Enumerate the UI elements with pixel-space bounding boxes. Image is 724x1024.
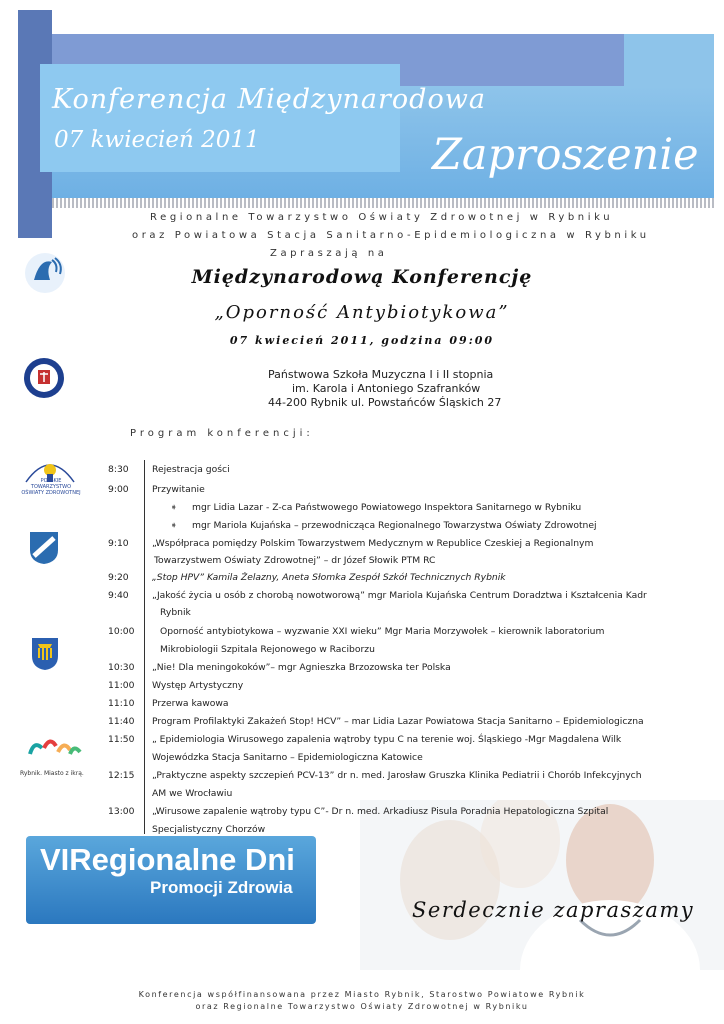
program-time: 9:00 xyxy=(108,484,129,495)
conference-title: Konferencja Międzynarodowa xyxy=(52,84,486,115)
program-subitem: mgr Lidia Lazar - Z-ca Państwowego Powiatowego Inspektora Sanitarnego w Rybniku xyxy=(192,502,582,513)
program-row xyxy=(0,770,724,786)
venue-line-3: 44-200 Rybnik ul. Powstańców Śląskich 27 xyxy=(268,396,502,409)
venue-line-1: Państwowa Szkoła Muzyczna I i II stopnia xyxy=(268,368,494,381)
program-time: 10:00 xyxy=(108,626,135,637)
organizer-line-2: oraz Powiatowa Stacja Sanitarno-Epidemiologiczna w Rybniku xyxy=(132,230,650,241)
program-row xyxy=(0,662,724,678)
rybnik-logo-caption: Rybnik. Miasto z ikrą. xyxy=(20,770,84,777)
program-item-continuation: Towarzystwem Oświaty Zdrowotnej” – dr Józef Słowik PTM RC xyxy=(154,555,436,566)
closing-invitation: Serdecznie zapraszamy xyxy=(412,898,695,922)
header-title-box xyxy=(40,64,400,172)
program-item: „Nie! Dla meningokoków”– mgr Agnieszka Brzozowska ter Polska xyxy=(152,662,451,673)
program-row-continuation xyxy=(0,607,724,623)
program-heading: Program konferencji: xyxy=(130,428,314,439)
program-time: 8:30 xyxy=(108,464,129,475)
organizer-line-3: Zapraszają na xyxy=(270,248,388,259)
event-date-time: 07 kwiecień 2011, godzina 09:00 xyxy=(229,334,495,347)
event-title: Międzynarodową Konferencję xyxy=(191,266,533,288)
program-time: 11:00 xyxy=(108,680,135,691)
program-item-continuation: Wojewódzka Stacja Sanitarno – Epidemiologiczna Katowice xyxy=(152,752,423,763)
program-row xyxy=(0,572,724,588)
program-row xyxy=(0,716,724,732)
program-row xyxy=(0,698,724,714)
program-row-continuation xyxy=(0,752,724,768)
program-item: „Wirusowe zapalenie wątroby typu C”- Dr n. med. Arkadiusz Pisula Poradnia Hepatologiczna Szpital xyxy=(152,806,609,817)
program-item: „Współpraca pomiędzy Polskim Towarzystwem Medycznym w Republice Czeskiej a Regionalnym xyxy=(152,538,594,549)
bullet-icon: ➧ xyxy=(170,502,178,513)
program-time: 9:40 xyxy=(108,590,129,601)
program-subitem-row xyxy=(0,520,724,536)
health-days-banner-title: VIRegionalne Dni xyxy=(40,842,295,877)
program-item: Przywitanie xyxy=(152,484,205,495)
conference-date: 07 kwiecień 2011 xyxy=(54,127,260,153)
program-row-continuation xyxy=(0,788,724,804)
program-item-continuation: AM we Wrocławiu xyxy=(152,788,233,799)
program-item: Oporność antybiotykowa – wyzwanie XXI wieku” Mgr Maria Morzywołek – kierownik laboratorium xyxy=(160,626,605,637)
program-item: Przerwa kawowa xyxy=(152,698,229,709)
program-item: Rejestracja gości xyxy=(152,464,230,475)
footer-line-1: Konferencja współfinansowana przez Miasto Rybnik, Starostwo Powiatowe Rybnik xyxy=(138,990,586,999)
program-item: Program Profilaktyki Zakażeń Stop! HCV” – mar Lidia Lazar Powiatowa Stacja Sanitarno – Epidemiologiczna xyxy=(152,716,644,727)
rtoz-logo xyxy=(22,250,68,296)
program-item-continuation: Specjalistyczny Chorzów xyxy=(152,824,266,835)
program-subitem-row xyxy=(0,502,724,518)
program-item-continuation: Rybnik xyxy=(160,607,191,618)
program-row xyxy=(0,680,724,696)
invitation-heading: Zaproszenie xyxy=(432,130,699,180)
program-row xyxy=(0,806,724,822)
program-subitem: mgr Mariola Kujańska – przewodnicząca Regionalnego Towarzystwa Oświaty Zdrowotnej xyxy=(192,520,597,531)
venue-line-2: im. Karola i Antoniego Szafranków xyxy=(292,382,481,395)
program-time: 13:00 xyxy=(108,806,135,817)
header-dotted-divider xyxy=(52,198,714,208)
program-time: 11:10 xyxy=(108,698,135,709)
program-row xyxy=(0,734,724,750)
sanepid-logo xyxy=(22,356,66,400)
program-item: „Praktyczne aspekty szczepień PCV-13” dr n. med. Jarosław Gruszka Klinika Pediatrii i Chorób Infekcyjnych xyxy=(152,770,642,781)
program-item: „Jakość życia u osób z chorobą nowotworową” mgr Mariola Kujańska Centrum Doradztwa i Kształcenia Kadr xyxy=(152,590,647,601)
header-right-band xyxy=(624,34,714,86)
program-item: Występ Artystyczny xyxy=(152,680,244,691)
program-item: „ Epidemiologia Wirusowego zapalenia wątroby typu C na terenie woj. Śląskiego -Mgr Magdalena Wilk xyxy=(152,734,622,745)
program-row xyxy=(0,538,724,554)
program-row xyxy=(0,590,724,606)
program-time: 12:15 xyxy=(108,770,135,781)
program-row xyxy=(0,484,724,500)
program-row-continuation xyxy=(0,644,724,660)
program-time: 11:40 xyxy=(108,716,135,727)
program-row xyxy=(0,626,724,642)
program-item-continuation: Mikrobiologii Szpitala Rejonowego w Raciborzu xyxy=(160,644,375,655)
bullet-icon: ➧ xyxy=(170,520,178,531)
health-days-banner-subtitle: Promocji Zdrowia xyxy=(150,878,293,897)
program-time: 10:30 xyxy=(108,662,135,673)
footer-line-2: oraz Regionalne Towarzystwo Oświaty Zdrowotnej w Rybniku xyxy=(195,1002,529,1011)
pttz-logo-text: POLSKIE TOWARZYSTWO OŚWIATY ZDROWOTNEJ xyxy=(21,478,81,496)
program-time: 9:20 xyxy=(108,572,129,583)
organizer-line-1: Regionalne Towarzystwo Oświaty Zdrowotnej w Rybniku xyxy=(150,212,614,223)
program-time: 11:50 xyxy=(108,734,135,745)
program-time: 9:10 xyxy=(108,538,129,549)
program-row xyxy=(0,464,724,480)
program-item: „Stop HPV” Kamila Żelazny, Aneta Słomka Zespół Szkół Technicznych Rybnik xyxy=(152,572,506,583)
program-row-continuation xyxy=(0,555,724,571)
event-subtitle: „Oporność Antybiotykowa” xyxy=(214,302,510,323)
